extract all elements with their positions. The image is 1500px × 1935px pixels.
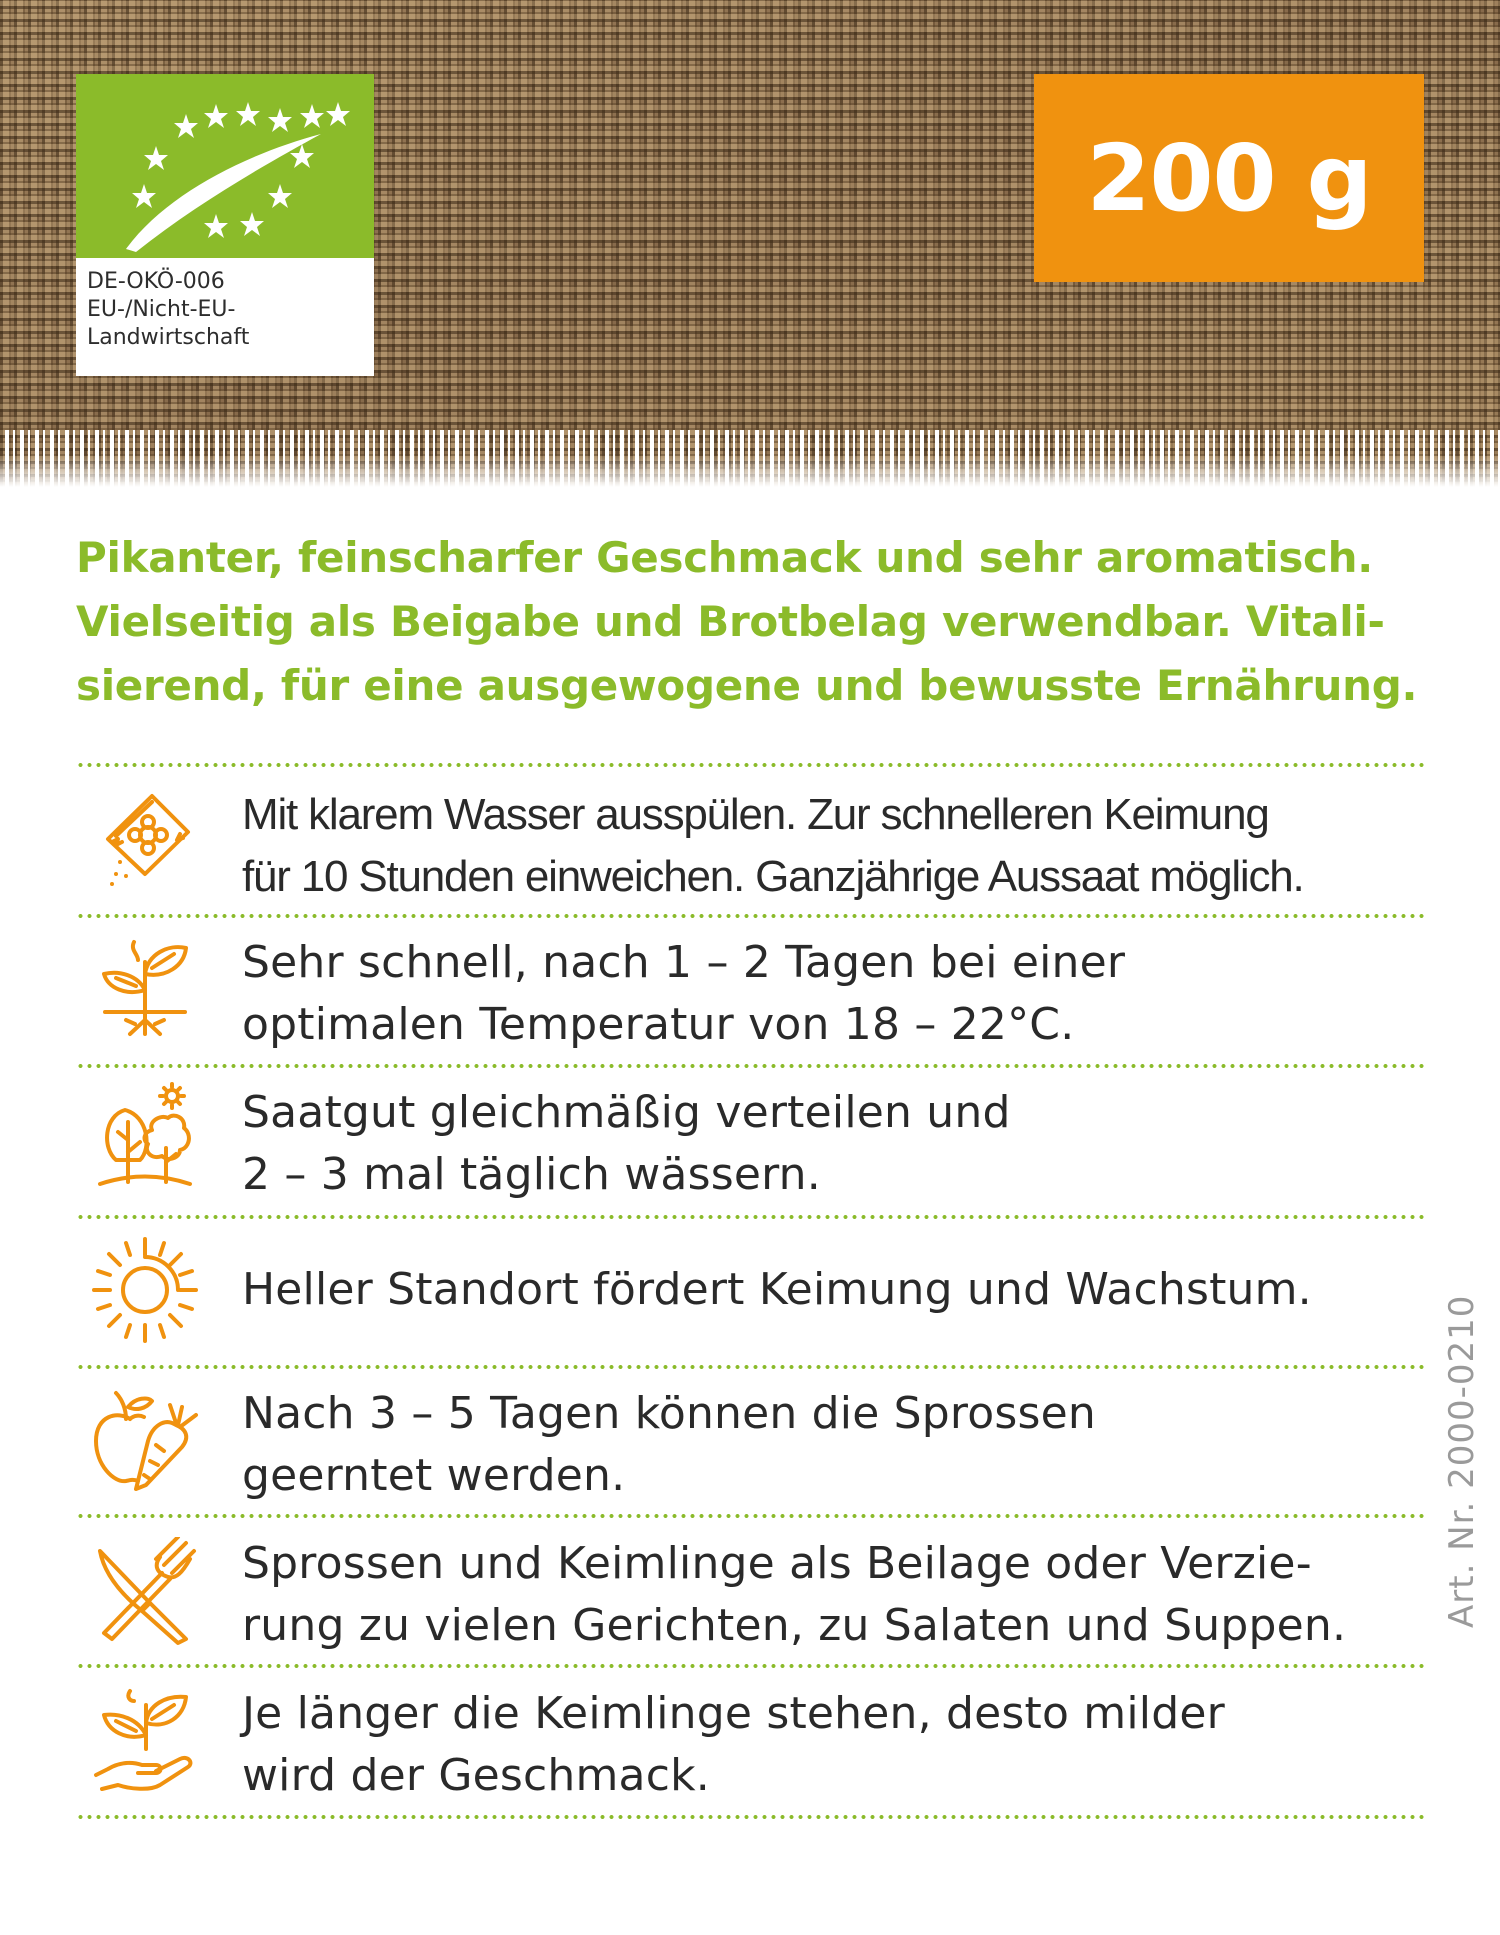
eu-stars-leaf-icon (76, 74, 374, 258)
step-text (242, 932, 1125, 1056)
step-watering (76, 1076, 1436, 1212)
step-location (76, 1227, 1436, 1363)
step-text (242, 1082, 1011, 1206)
step-line2: 2 – 3 mal täglich wässern. (242, 1149, 821, 1200)
weight-label: 200 g (1086, 124, 1372, 232)
step-line2: für 10 Stunden einweichen. Ganzjährige Aussaat möglich. (242, 852, 1304, 901)
divider (76, 1365, 1426, 1369)
step-line2: optimalen Temperatur von 18 – 22°C. (242, 999, 1075, 1050)
burlap-fringe-fade (0, 455, 1500, 495)
step-text (242, 1533, 1346, 1657)
trees-sun-icon (90, 1082, 200, 1192)
divider (76, 1815, 1426, 1819)
step-harvest (76, 1377, 1436, 1513)
product-description (76, 526, 1436, 718)
seed-packet-icon (90, 784, 200, 894)
eu-control-code: DE-OKÖ-006 (87, 269, 225, 294)
description-line3: sierend, für eine ausgewogene und bewusste Ernährung. (76, 661, 1418, 710)
eu-origin-line1: EU-/Nicht-EU- (87, 297, 236, 322)
step-line1: Nach 3 – 5 Tagen können die Sprossen (242, 1388, 1096, 1439)
step-line2: wird der Geschmack. (242, 1750, 710, 1801)
divider (76, 1064, 1426, 1068)
step-line1: Je länger die Keimlinge stehen, desto milder (242, 1688, 1225, 1739)
step-taste (76, 1677, 1436, 1813)
eu-certification-text (87, 268, 367, 352)
divider (76, 1664, 1426, 1668)
sun-icon (90, 1235, 200, 1345)
step-line1: Heller Standort fördert Keimung und Wachstum. (242, 1264, 1312, 1315)
divider (76, 763, 1426, 767)
apple-carrot-icon (90, 1385, 200, 1495)
step-line1: Saatgut gleichmäßig verteilen und (242, 1087, 1011, 1138)
step-text (242, 1683, 1225, 1807)
step-line1: Sprossen und Keimlinge als Beilage oder Verzie- (242, 1538, 1312, 1589)
description-line1: Pikanter, feinscharfer Geschmack und sehr aromatisch. (76, 533, 1373, 582)
step-text (242, 784, 1304, 908)
sprout-roots-icon (90, 932, 200, 1042)
eu-origin-line2: Landwirtschaft (87, 325, 250, 350)
step-soaking (76, 776, 1436, 912)
divider (76, 914, 1426, 918)
hand-sprout-icon (90, 1685, 200, 1795)
weight-badge (1034, 74, 1424, 282)
knife-fork-icon (90, 1537, 200, 1647)
step-line2: rung zu vielen Gerichten, zu Salaten und Suppen. (242, 1600, 1347, 1651)
step-line2: geerntet werden. (242, 1450, 626, 1501)
description-line2: Vielseitig als Beigabe und Brotbelag verwendbar. Vitali- (76, 597, 1385, 646)
step-text (242, 1259, 1312, 1321)
step-text (242, 1383, 1096, 1507)
step-line1: Sehr schnell, nach 1 – 2 Tagen bei einer (242, 937, 1126, 988)
article-number: Art. Nr. 2000-0210 (1442, 1294, 1482, 1628)
step-usage (76, 1527, 1436, 1663)
divider (76, 1215, 1426, 1219)
eu-leaf-icon (76, 74, 374, 258)
step-germination (76, 926, 1436, 1062)
eu-organic-logo (76, 74, 374, 376)
step-line1: Mit klarem Wasser ausspülen. Zur schnelleren Keimung (242, 790, 1269, 839)
divider (76, 1514, 1426, 1518)
